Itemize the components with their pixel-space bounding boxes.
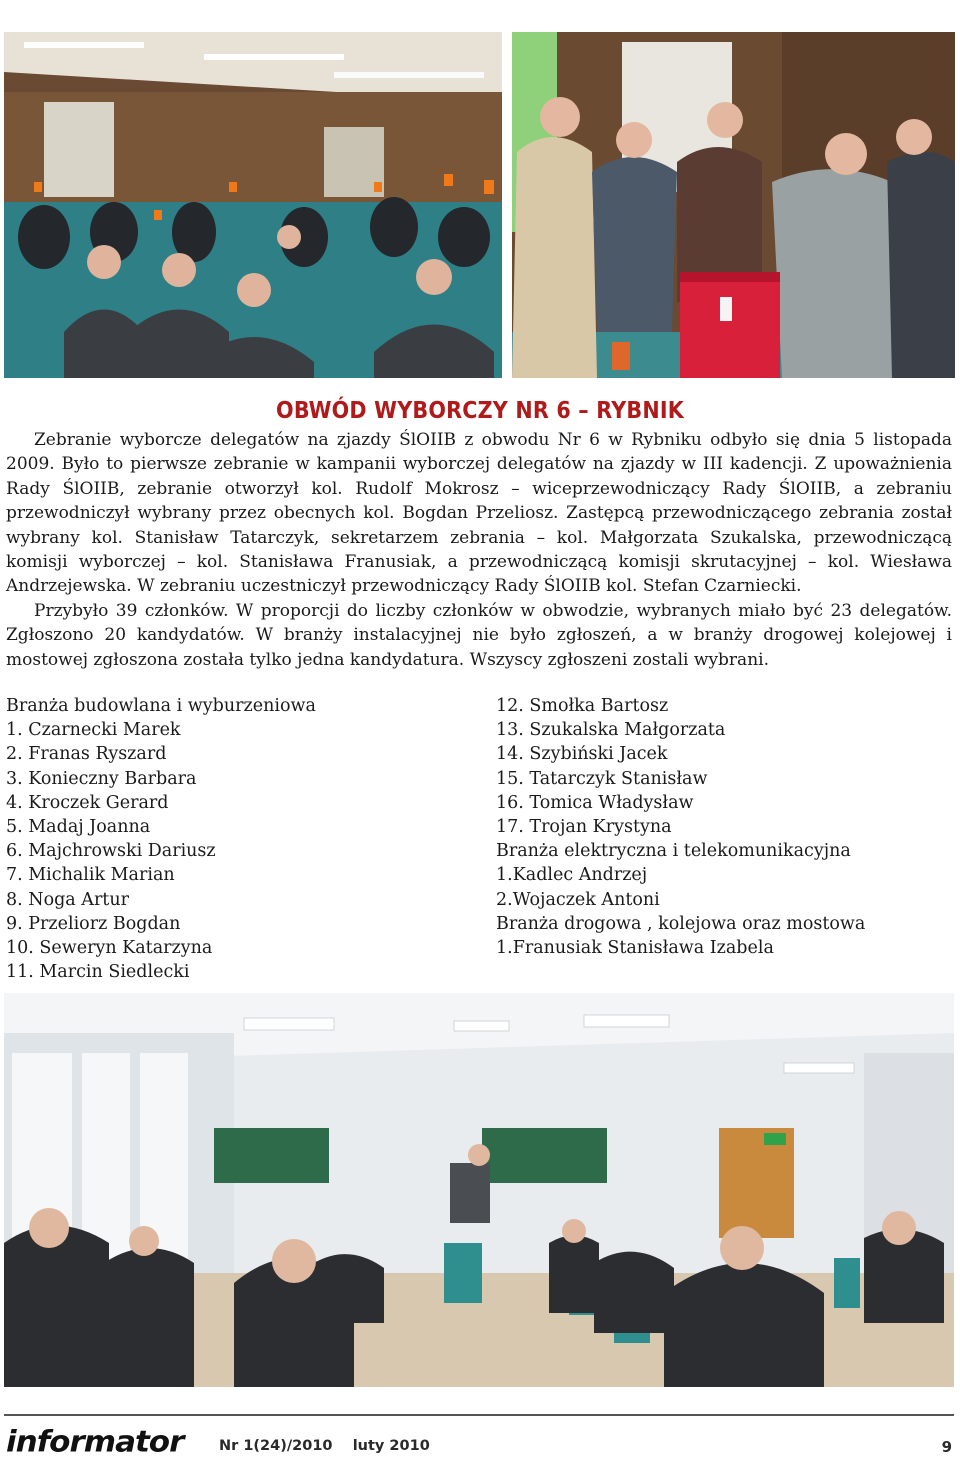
delegates-list-left [6, 694, 316, 984]
list-item: 10. Seweryn Katarzyna [6, 938, 213, 959]
photo-conference-room [4, 993, 954, 1387]
delegates-list-right [496, 694, 865, 960]
list-item: 13. Szukalska Małgorzata [496, 720, 726, 741]
list-item: 1.Kadlec Andrzej [496, 865, 648, 886]
list-item: 8. Noga Artur [6, 889, 129, 910]
article-title: OBWÓD WYBORCZY NR 6 – RYBNIK [276, 398, 684, 424]
issue-info: Nr 1(24)/2010 luty 2010 [219, 1438, 430, 1454]
article-paragraph-1: Zebranie wyborcze delegatów na zjazdy ŚlOIIB z obwodu Nr 6 w Rybniku odbyło się dnia 5 listopada 2009. Było to pierwsze zebranie w kampanii wyborczej delegatów na zjazdy w III kadencji. Z upoważnienia Rady ŚlOIIB, zebranie otworzył kol. Rudolf Mokrosz – wiceprzewodniczący Rady ŚlOIIB, a zebraniu przewodniczył wybrany przez obecnych kol. Bogdan Przeliosz. Zastępcą przewodniczącego zebrania został wybrany kol. Stanisław Tatarczyk, sekretarzem zebrania – kol. Małgorzata Szukalska, przewodniczącą komisji wyborczej – kol. Stanisława Franusiak, a przewodniczącą komisji skrutacyjnej – kol. Wiesława Andrzejewska. W zebraniu uczestniczył przewodniczący Rady ŚlOIIB kol. Stefan Czarniecki. [6, 430, 952, 597]
list-item: 15. Tatarczyk Stanisław [496, 768, 708, 789]
list-item: 16. Tomica Władysław [496, 792, 694, 813]
list-item: 9. Przeliorz Bogdan [6, 913, 181, 934]
list-item: Branża elektryczna i telekomunikacyjna [496, 841, 851, 862]
article-paragraph-2: Przybyło 39 członków. W proporcji do liczby członków w obwodzie, wybranych miało być 23 delegatów. Zgłoszono 20 kandydatów. W branży instalacyjnej nie było zgłoszeń, a w branży drogowej kolejowej i mostowej zgłoszona została tylko jedna kandydatura. Wszyscy zgłoszeni zostali wybrani. [6, 600, 952, 670]
list-item: Branża budowlana i wyburzeniowa [6, 696, 316, 716]
list-item: 14. Szybiński Jacek [496, 744, 668, 765]
list-item: 4. Kroczek Gerard [6, 792, 169, 813]
article-body [6, 428, 952, 672]
photo-ballot-box [512, 32, 955, 378]
list-item: 1.Franusiak Stanisława Izabela [496, 938, 774, 959]
list-item: 3. Konieczny Barbara [6, 768, 197, 789]
list-item: 17. Trojan Krystyna [496, 817, 672, 838]
list-item: 12. Smołka Bartosz [496, 696, 669, 716]
list-item: 1. Czarnecki Marek [6, 720, 181, 741]
photo-voting-hall [4, 32, 502, 378]
list-item: 2.Wojaczek Antoni [496, 889, 660, 910]
list-item: 5. Madaj Joanna [6, 817, 151, 838]
list-item: 2. Franas Ryszard [6, 744, 167, 765]
page-footer [4, 1414, 954, 1462]
magazine-logo: informator [6, 1424, 184, 1460]
page-number: 9 [941, 1438, 952, 1456]
list-item: 11. Marcin Siedlecki [6, 962, 190, 983]
list-item: 7. Michalik Marian [6, 865, 175, 886]
list-item: 6. Majchrowski Dariusz [6, 841, 216, 862]
list-item: Branża drogowa , kolejowa oraz mostowa [496, 913, 866, 934]
